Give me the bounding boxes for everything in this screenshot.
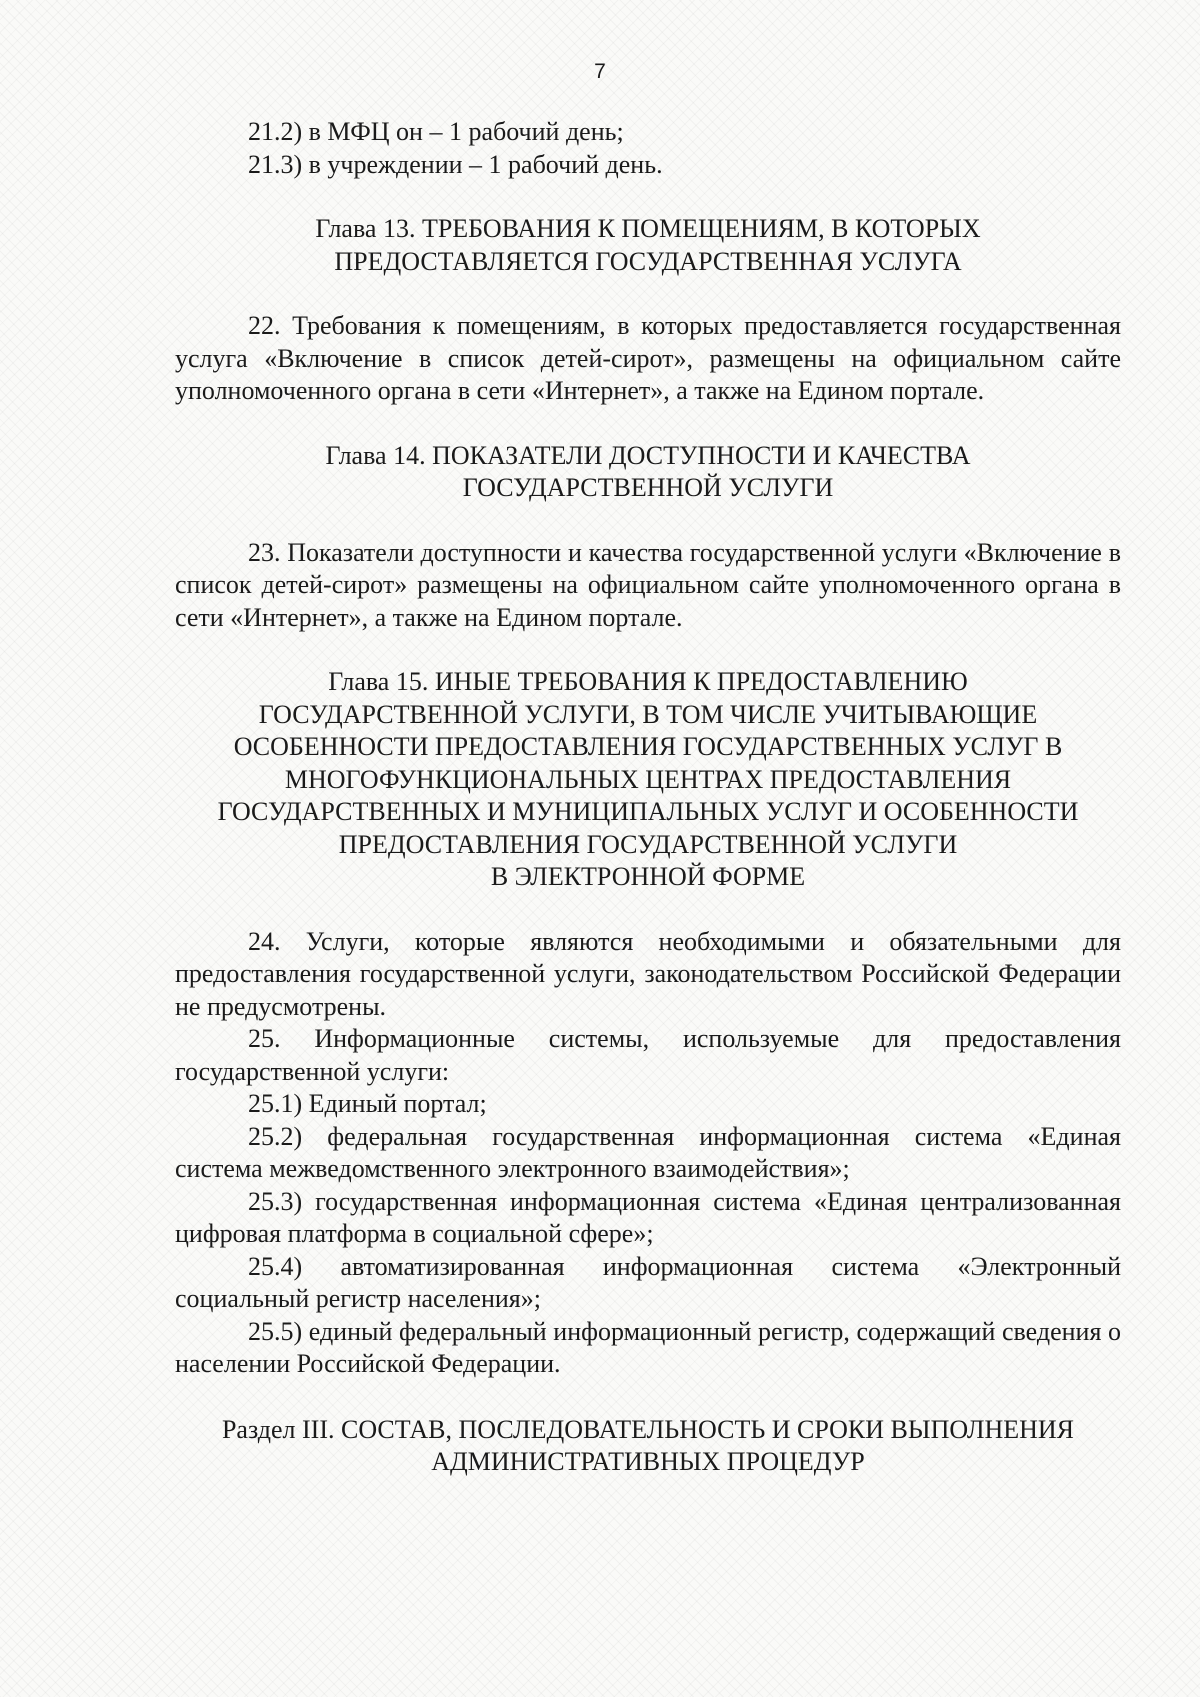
section-3-heading-line: Раздел III. СОСТАВ, ПОСЛЕДОВАТЕЛЬНОСТЬ И СРОКИ ВЫПОЛНЕНИЯ bbox=[221, 1414, 1075, 1444]
chapter-13-heading bbox=[175, 213, 1121, 278]
item-25-3: 25.3) государственная информационная система «Единая централизованная цифровая платформа в социальной сфере»; bbox=[175, 1186, 1121, 1248]
chapter-14-heading-line: Глава 14. ПОКАЗАТЕЛИ ДОСТУПНОСТИ И КАЧЕСТВА bbox=[325, 440, 971, 470]
chapter-15-heading-line: ГОСУДАРСТВЕННЫХ И МУНИЦИПАЛЬНЫХ УСЛУГ И ОСОБЕННОСТИ bbox=[217, 797, 1079, 826]
item-25-2: 25.2) федеральная государственная информационная система «Единая система межведомственного электронного взаимодействия»; bbox=[175, 1121, 1121, 1183]
item-21-2: 21.2) в МФЦ он – 1 рабочий день; bbox=[248, 117, 624, 146]
chapter-13-heading-line: ПРЕДОСТАВЛЯЕТСЯ ГОСУДАРСТВЕННАЯ УСЛУГА bbox=[334, 246, 962, 276]
section-3-heading-line: АДМИНИСТРАТИВНЫХ ПРОЦЕДУР bbox=[431, 1447, 865, 1476]
chapter-15-heading bbox=[175, 666, 1121, 894]
chapter-15-heading-line: В ЭЛЕКТРОННОЙ ФОРМЕ bbox=[490, 862, 806, 891]
chapter-13-heading-line: Глава 13. ТРЕБОВАНИЯ К ПОМЕЩЕНИЯМ, В КОТОРЫХ bbox=[315, 214, 981, 243]
paragraph-24: 24. Услуги, которые являются необходимыми и обязательными для предоставления государственной услуги, законодательством Российской Федерации не предусмотрены. bbox=[175, 926, 1121, 1021]
section-3-heading bbox=[175, 1414, 1121, 1479]
item-21-3: 21.3) в учреждении – 1 рабочий день. bbox=[248, 149, 663, 179]
chapter-14-heading-line: ГОСУДАРСТВЕННОЙ УСЛУГИ bbox=[462, 473, 834, 502]
page-number: 7 bbox=[594, 60, 606, 83]
item-25-1: 25.1) Единый портал; bbox=[248, 1089, 487, 1118]
chapter-15-heading-line: ГОСУДАРСТВЕННОЙ УСЛУГИ, В ТОМ ЧИСЛЕ УЧИТЫВАЮЩИЕ bbox=[258, 699, 1038, 729]
chapter-15-heading-line: ОСОБЕННОСТИ ПРЕДОСТАВЛЕНИЯ ГОСУДАРСТВЕННЫХ УСЛУГ В bbox=[233, 732, 1063, 761]
chapter-15-heading-line: МНОГОФУНКЦИОНАЛЬНЫХ ЦЕНТРАХ ПРЕДОСТАВЛЕНИЯ bbox=[284, 764, 1012, 794]
document-body bbox=[175, 116, 1121, 1479]
paragraph-22: 22. Требования к помещениям, в которых предоставляется государственная услуга «Включение в список детей-сирот», размещены на официальном сайте уполномоченного органа в сети «Интернет», а также на Едином портале. bbox=[175, 311, 1121, 405]
chapter-15-heading-line: ПРЕДОСТАВЛЕНИЯ ГОСУДАРСТВЕННОЙ УСЛУГИ bbox=[338, 829, 958, 859]
item-25-5: 25.5) единый федеральный информационный регистр, содержащий сведения о населении Российской Федерации. bbox=[175, 1316, 1121, 1378]
paragraph-25: 25. Информационные системы, используемые для предоставления государственной услуги: bbox=[175, 1024, 1121, 1086]
chapter-14-heading bbox=[175, 440, 1121, 505]
chapter-15-heading-line: Глава 15. ИНЫЕ ТРЕБОВАНИЯ К ПРЕДОСТАВЛЕНИЮ bbox=[328, 667, 968, 696]
item-25-4: 25.4) автоматизированная информационная система «Электронный социальный регистр населения»; bbox=[175, 1251, 1121, 1313]
paragraph-23: 23. Показатели доступности и качества государственной услуги «Включение в список детей-сирот» размещены на официальном сайте уполномоченного органа в сети «Интернет», а также на Едином портале. bbox=[175, 537, 1121, 632]
